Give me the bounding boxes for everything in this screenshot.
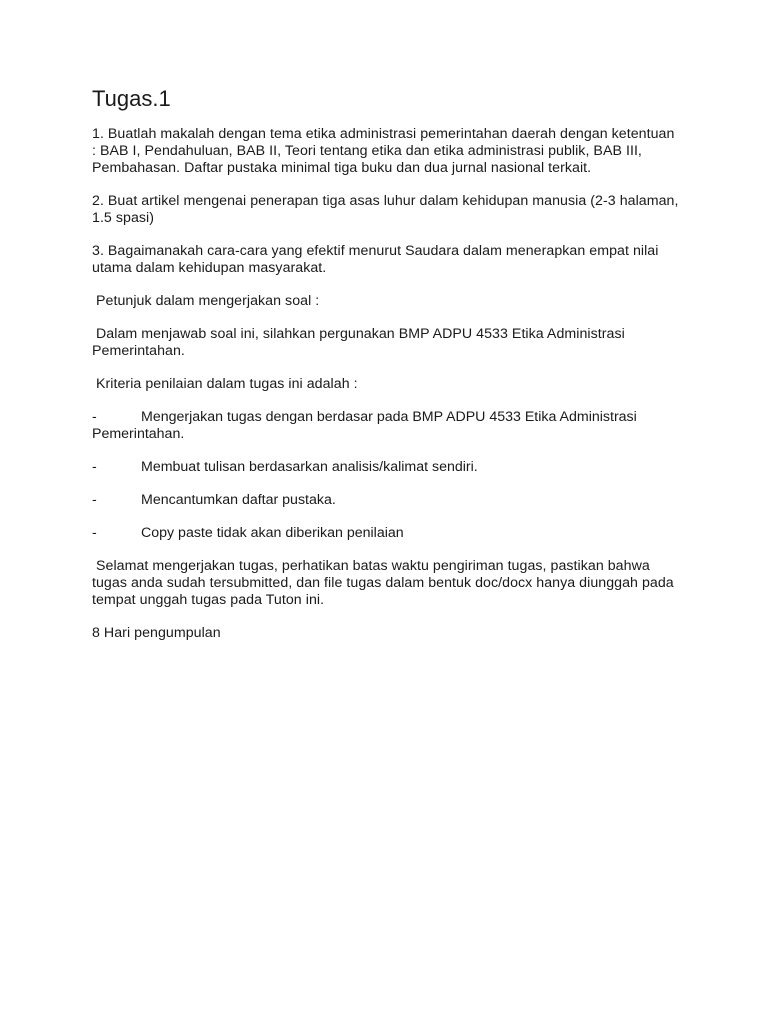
document-title: Tugas.1 — [92, 86, 171, 111]
closing-paragraph: Selamat mengerjakan tugas, perhatikan batas waktu pengiriman tugas, pastikan bahwa tugas anda sudah tersubmitted, dan file tugas dalam bentuk doc/docx hanya diunggah pada tempat unggah tugas pada Tuton ini. — [92, 558, 678, 608]
instructions-paragraph: Dalam menjawab soal ini, silahkan pergunakan BMP ADPU 4533 Etika Administrasi Pemerintahan. — [92, 326, 629, 359]
criteria-item — [92, 525, 682, 542]
dash-marker: - — [92, 492, 97, 508]
task-2-paragraph: 2. Buat artikel mengenai penerapan tiga asas luhur dalam kehidupan manusia (2-3 halaman, 1.5 spasi) — [92, 193, 679, 226]
task-1-paragraph: 1. Buatlah makalah dengan tema etika administrasi pemerintahan daerah dengan ketentuan : BAB I, Pendahuluan, BAB II, Teori tentang etika dan etika administrasi publik, BAB III, Pembahasan. Daftar pustaka minimal tiga buku dan dua jurnal nasional terkait. — [92, 126, 675, 176]
dash-marker: - — [92, 525, 97, 541]
deadline-text: 8 Hari pengumpulan — [92, 625, 221, 641]
criteria-item-text: Mengerjakan tugas dengan berdasar pada BMP ADPU 4533 Etika Administrasi Pemerintahan. — [92, 409, 637, 442]
criteria-item — [92, 409, 682, 443]
criteria-item — [92, 459, 682, 476]
instructions-heading: Petunjuk dalam mengerjakan soal : — [92, 293, 320, 309]
criteria-item — [92, 492, 682, 509]
criteria-heading: Kriteria penilaian dalam tugas ini adalah : — [92, 376, 358, 392]
document-page — [92, 84, 682, 658]
criteria-item-text: Mencantumkan daftar pustaka. — [141, 492, 336, 508]
dash-marker: - — [92, 459, 97, 475]
task-3-paragraph: 3. Bagaimanakah cara-cara yang efektif menurut Saudara dalam menerapkan empat nilai utama dalam kehidupan masyarakat. — [92, 243, 659, 276]
criteria-item-text: Membuat tulisan berdasarkan analisis/kalimat sendiri. — [141, 459, 478, 475]
criteria-item-text: Copy paste tidak akan diberikan penilaian — [141, 525, 404, 541]
dash-marker: - — [92, 409, 97, 425]
